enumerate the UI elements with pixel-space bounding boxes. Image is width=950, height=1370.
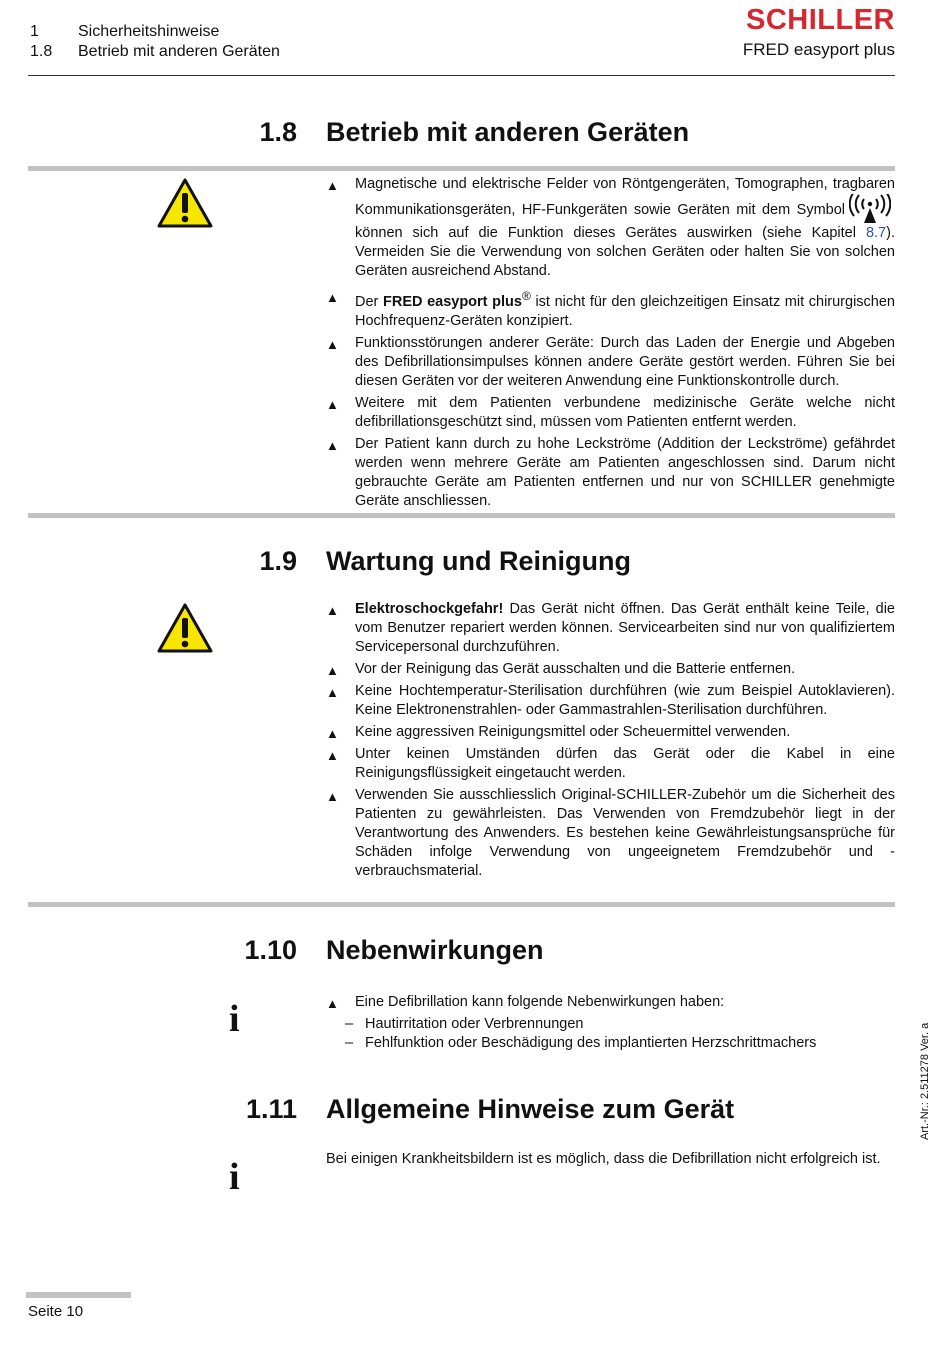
dash-marker: – [345, 1016, 354, 1032]
list-item: ▲ Der FRED easyport plus® ist nicht für den gleichzeitigen Einsatz mit chirurgischen Hochfrequenz-Geräten konzipiert. [326, 289, 895, 329]
list-1-9 [326, 600, 895, 884]
footer-rule [26, 1292, 131, 1298]
list-item: ▲ Elektroschockgefahr! Das Gerät nicht öffnen. Das Gerät enthält keine Teile, die vom Benutzer repariert werden können. Servicearbeiten sind nur von qualifiziertem Servicepersonal durchzuführen. [326, 601, 895, 655]
list-item: ▲ Magnetische und elektrische Felder von Röntgengeräten, Tomographen, tragbaren Kommunikationsgeräten, HF-Funkgeräten sowie Geräten mit dem Symbolkönnen sich auf die Funktion dieses Gerätes auswirken (siehe Kapitel 8.7). Vermeiden Sie die Verwendung von solchen Geräten oder halten Sie von solchen Geräten ausreichend Abstand. [326, 176, 895, 279]
section-title-1-9: Wartung und Reinigung [326, 546, 631, 576]
list-item: ▲ Weitere mit dem Patienten verbundene medizinische Geräte welche nicht defibrillationsgeschützt sind, müssen vom Patienten entfernt werden. [326, 394, 895, 430]
list-item: ▲ Funktionsstörungen anderer Geräte: Durch das Laden der Energie und Abgeben des Defibrillationsimpulses können andere Geräte gestört werden. Führen Sie bei diesen Geräten vor der weiteren Anwendung eine Funktionskontrolle durch. [326, 334, 895, 389]
list-item: ▲ Keine aggressiven Reinigungsmittel oder Scheuermittel verwenden. [326, 724, 791, 741]
brand-block [743, 4, 895, 60]
dash-item: – Hautirritation oder Verbrennungen [345, 1016, 584, 1032]
radio-wave-symbol-icon [849, 194, 891, 224]
dash-item: – Fehlfunktion oder Beschädigung des implantierten Herzschrittmachers [345, 1035, 817, 1051]
bullet-triangle-icon: ▲ [326, 437, 339, 453]
running-header [30, 22, 280, 62]
chapter-number: 1 [30, 23, 39, 40]
list-1-10 [326, 993, 895, 1053]
section-number-1-9: 1.9 [259, 546, 297, 576]
list-item: ▲ Eine Defibrillation kann folgende Nebenwirkungen haben: [326, 994, 725, 1011]
section-rule-bottom [28, 902, 895, 907]
list-item: ▲ Unter keinen Umständen dürfen das Gerät oder die Kabel in eine Reinigungsflüssigkeit eingetaucht werden. [326, 746, 895, 781]
product-name: FRED easyport plus [742, 40, 895, 59]
bullet-triangle-icon: ▲ [326, 663, 339, 678]
header-section-title: Betrieb mit anderen Geräten [78, 43, 280, 60]
registered-mark: ® [521, 289, 531, 303]
info-icon: i [229, 998, 240, 1040]
bullet-triangle-icon: ▲ [326, 336, 339, 352]
info-icon: i [229, 1156, 240, 1198]
list-item: ▲ Vor der Reinigung das Gerät ausschalten und die Batterie entfernen. [326, 661, 796, 678]
section-number-1-10: 1.10 [244, 935, 297, 965]
list-item: ▲ Verwenden Sie ausschliesslich Original-SCHILLER-Zubehör um die Sicherheit des Patienten zu gewährleisten. Das Verwenden von Fremdzubehör liegt in der Verantwortung des Anwenders. Es bestehen keine Gewährleistungsansprüche für Schäden infolge Verwendung von ungeeignetem Fremdzubehör und -verbrauchsmaterial. [326, 787, 895, 879]
bullet-triangle-icon: ▲ [326, 603, 339, 618]
header-section-number: 1.8 [30, 43, 53, 60]
bullet-triangle-icon: ▲ [326, 685, 339, 700]
dash-marker: – [345, 1035, 354, 1051]
section-rule-bottom [28, 513, 895, 518]
list-1-8 [326, 175, 895, 514]
warning-triangle-icon [156, 602, 214, 654]
header-rule [28, 75, 895, 76]
bullet-triangle-icon: ▲ [326, 996, 339, 1011]
article-number: Art.-Nr.: 2.511278 Ver. a [919, 1022, 931, 1140]
section-number-1-8: 1.8 [259, 117, 297, 147]
bullet-triangle-icon: ▲ [326, 726, 339, 741]
section-title-1-11: Allgemeine Hinweise zum Gerät [326, 1094, 735, 1124]
section-title-1-8: Betrieb mit anderen Geräten [326, 117, 690, 147]
schiller-logo: SCHILLER [746, 4, 895, 36]
paragraph-1-11: Bei einigen Krankheitsbildern ist es möglich, dass die Defibrillation nicht erfolgreich ist. [326, 1151, 881, 1167]
bullet-triangle-icon: ▲ [326, 396, 339, 412]
section-rule-top [28, 166, 895, 171]
page-number: Seite 10 [28, 1303, 84, 1320]
chapter-link[interactable]: 8.7 [865, 225, 887, 241]
list-item: ▲ Der Patient kann durch zu hohe Leckströme (Addition der Leckströme) gefährdet werden wenn mehrere Geräte am Patienten angeschlossen sind. Darum nicht gebrauchte Geräte am Patienten entfernen und nur von SCHILLER genehmigte Geräte anschliessen. [326, 435, 895, 509]
bullet-triangle-icon: ▲ [326, 789, 339, 804]
bullet-triangle-icon: ▲ [326, 178, 339, 193]
list-item: ▲ Keine Hochtemperatur-Sterilisation durchführen (wie zum Beispiel Autoklavieren). Keine Elektronenstrahlen- oder Gammastrahlen-Sterilisation durchführen. [326, 683, 895, 718]
bullet-triangle-icon: ▲ [326, 748, 339, 763]
section-title-1-10: Nebenwirkungen [326, 935, 544, 965]
product-name-inline: FRED easyport plus [382, 293, 522, 310]
chapter-title: Sicherheitshinweise [78, 23, 220, 40]
bullet-triangle-icon: ▲ [326, 290, 339, 305]
section-number-1-11: 1.11 [245, 1094, 297, 1124]
warning-triangle-icon [156, 177, 214, 229]
danger-label: Elektroschockgefahr! [355, 601, 504, 617]
